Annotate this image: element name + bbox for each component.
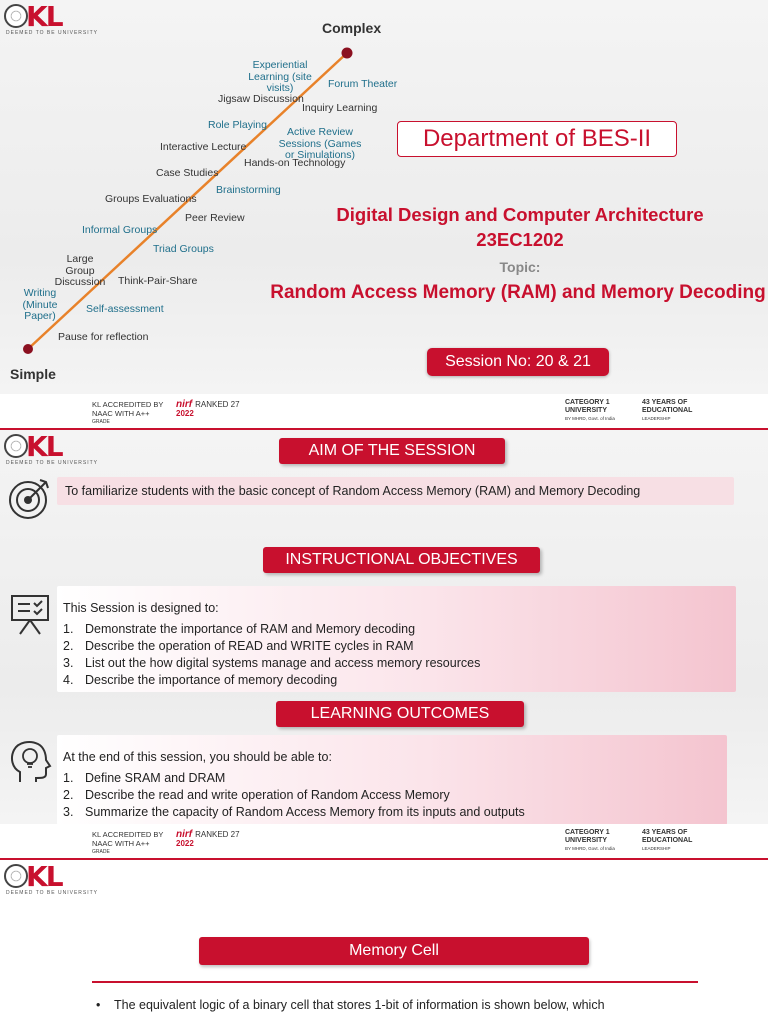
objective-text: List out the how digital systems manage and access memory resources [85, 656, 481, 670]
department-title: Department of BES-II [397, 121, 677, 157]
pedagogy-diagram [0, 0, 400, 395]
logo-subtitle: DEEMED TO BE UNIVERSITY [6, 460, 98, 466]
naac-accreditation [92, 400, 163, 427]
years-sub: EDUCATIONAL [642, 837, 693, 844]
nirf-ranking [176, 400, 240, 418]
aim-banner: AIM OF THE SESSION [279, 438, 505, 464]
nirf-year: 2022 [176, 839, 194, 848]
list-item: 1. Define SRAM and DRAM [63, 771, 226, 785]
accredited-text: KL ACCREDITED BY [92, 400, 164, 409]
diagram-item: Active Review Sessions (Games or Simulations) [278, 126, 362, 162]
category-sub: UNIVERSITY [565, 407, 608, 414]
nirf-logo-icon: nirf [176, 829, 193, 840]
topic-title: Random Access Memory (RAM) and Memory Decoding [270, 282, 766, 303]
logo-text: KL [26, 860, 62, 893]
diagram-item: Groups Evaluations [105, 193, 197, 205]
years-text: 43 YEARS OF [642, 829, 688, 836]
complex-label: Complex [322, 20, 382, 36]
nirf-year: 2022 [176, 409, 194, 418]
objectives-lead: This Session is designed to: [63, 601, 219, 615]
outcomes-list [63, 770, 727, 821]
bullet-dot: • [96, 998, 101, 1012]
memory-cell-title: Memory Cell [199, 937, 589, 965]
kl-logo [4, 860, 98, 898]
university-seal-icon [4, 864, 28, 888]
years-note: LEADERSHIP [642, 846, 671, 851]
bullet-text: The equivalent logic of a binary cell that stores 1-bit of information is shown below, which [114, 998, 605, 1012]
diagram-item: Hands-on Technology [244, 157, 346, 169]
title-slide [0, 0, 768, 428]
outcomes-banner: LEARNING OUTCOMES [276, 701, 524, 727]
outcomes-box [57, 735, 727, 825]
diagram-item: Large Group Discussion [54, 253, 106, 289]
diagram-item: Pause for reflection [58, 331, 149, 343]
list-item: 3. List out the how digital systems manage and access memory resources [63, 656, 481, 670]
logo-text: KL [26, 0, 62, 33]
list-item: 2. Describe the operation of READ and WRITE cycles in RAM [63, 639, 414, 653]
years-note: LEADERSHIP [642, 416, 671, 421]
list-item: 1. Demonstrate the importance of RAM and Memory decoding [63, 622, 416, 636]
diagram-item: Role Playing [208, 119, 267, 131]
diagram-item: Inquiry Learning [302, 102, 378, 114]
accreditation-footer [0, 824, 768, 858]
diagram-item: Writing (Minute Paper) [22, 287, 58, 323]
university-seal-icon [4, 434, 28, 458]
diagram-item: Case Studies [156, 167, 219, 179]
diagram-item: Informal Groups [82, 224, 158, 236]
years-text: 43 YEARS OF [642, 399, 688, 406]
diagram-item: Triad Groups [153, 243, 214, 255]
objective-text: Describe the operation of READ and WRITE cycles in RAM [85, 639, 414, 653]
diagram-item: Brainstorming [216, 184, 281, 196]
accredited-text: KL ACCREDITED BY [92, 830, 164, 839]
title-underline [92, 981, 698, 983]
naac-text: NAAC WITH A++ [92, 839, 150, 848]
nirf-rank-text: RANKED 27 [195, 400, 240, 409]
head-lightbulb-icon [8, 738, 52, 786]
course-title: Digital Design and Computer Architecture [336, 204, 704, 225]
accreditation-footer [0, 394, 768, 428]
logo-text: KL [26, 430, 62, 463]
category-text: CATEGORY 1 [565, 829, 610, 836]
outcome-text: Define SRAM and DRAM [85, 771, 226, 785]
outcome-text: Describe the read and write operation of Random Access Memory [85, 788, 450, 802]
nirf-rank-text: RANKED 27 [195, 830, 240, 839]
outcome-text: Summarize the capacity of Random Access Memory from its inputs and outputs [85, 805, 525, 819]
list-item: 2. Describe the read and write operation of Random Access Memory [63, 788, 450, 802]
topic-label: Topic: [499, 259, 541, 275]
category-sub: UNIVERSITY [565, 837, 608, 844]
diagram-item: Forum Theater [328, 78, 398, 90]
category-badge [565, 829, 615, 853]
diagram-item: Interactive Lecture [160, 141, 247, 153]
category-note: BY MHRD, Govt. of India [565, 846, 615, 851]
objectives-list [63, 621, 736, 689]
years-badge [642, 399, 692, 423]
grade-text: GRADE [92, 419, 110, 425]
diagram-item: Self-assessment [86, 303, 164, 315]
course-title-block [270, 202, 768, 252]
years-sub: EDUCATIONAL [642, 407, 693, 414]
memory-cell-bullet [96, 998, 721, 1012]
list-item: 3. Summarize the capacity of Random Access Memory from its inputs and outputs [63, 805, 525, 819]
kl-logo [4, 430, 98, 468]
objective-text: Describe the importance of memory decoding [85, 673, 338, 687]
course-code: 23EC1202 [476, 229, 564, 250]
objectives-banner: INSTRUCTIONAL OBJECTIVES [263, 547, 540, 573]
aim-text: To familiarize students with the basic concept of Random Access Memory (RAM) and Memory Decoding [57, 477, 734, 505]
objective-text: Demonstrate the importance of RAM and Memory decoding [85, 622, 416, 636]
category-text: CATEGORY 1 [565, 399, 610, 406]
diagram-item: Peer Review [185, 212, 245, 224]
presentation-board-icon [8, 592, 52, 636]
naac-text: NAAC WITH A++ [92, 409, 150, 418]
nirf-logo-icon: nirf [176, 399, 193, 410]
target-icon [6, 476, 52, 522]
logo-subtitle: DEEMED TO BE UNIVERSITY [6, 890, 98, 896]
years-badge [642, 829, 692, 853]
objectives-box [57, 586, 736, 692]
naac-accreditation [92, 830, 163, 857]
logo-subtitle: DEEMED TO BE UNIVERSITY [6, 30, 98, 36]
diagram-item: Jigsaw Discussion [218, 93, 304, 105]
diagram-item: Think-Pair-Share [118, 275, 198, 287]
list-item: 4. Describe the importance of memory decoding [63, 673, 338, 687]
simple-label: Simple [10, 366, 56, 382]
nirf-ranking [176, 830, 240, 848]
diagram-item: Experiential Learning (site visits) [248, 59, 312, 95]
grade-text: GRADE [92, 849, 110, 855]
session-badge: Session No: 20 & 21 [427, 348, 609, 376]
category-badge [565, 399, 615, 423]
outcomes-lead: At the end of this session, you should be able to: [63, 750, 332, 764]
category-note: BY MHRD, Govt. of India [565, 416, 615, 421]
